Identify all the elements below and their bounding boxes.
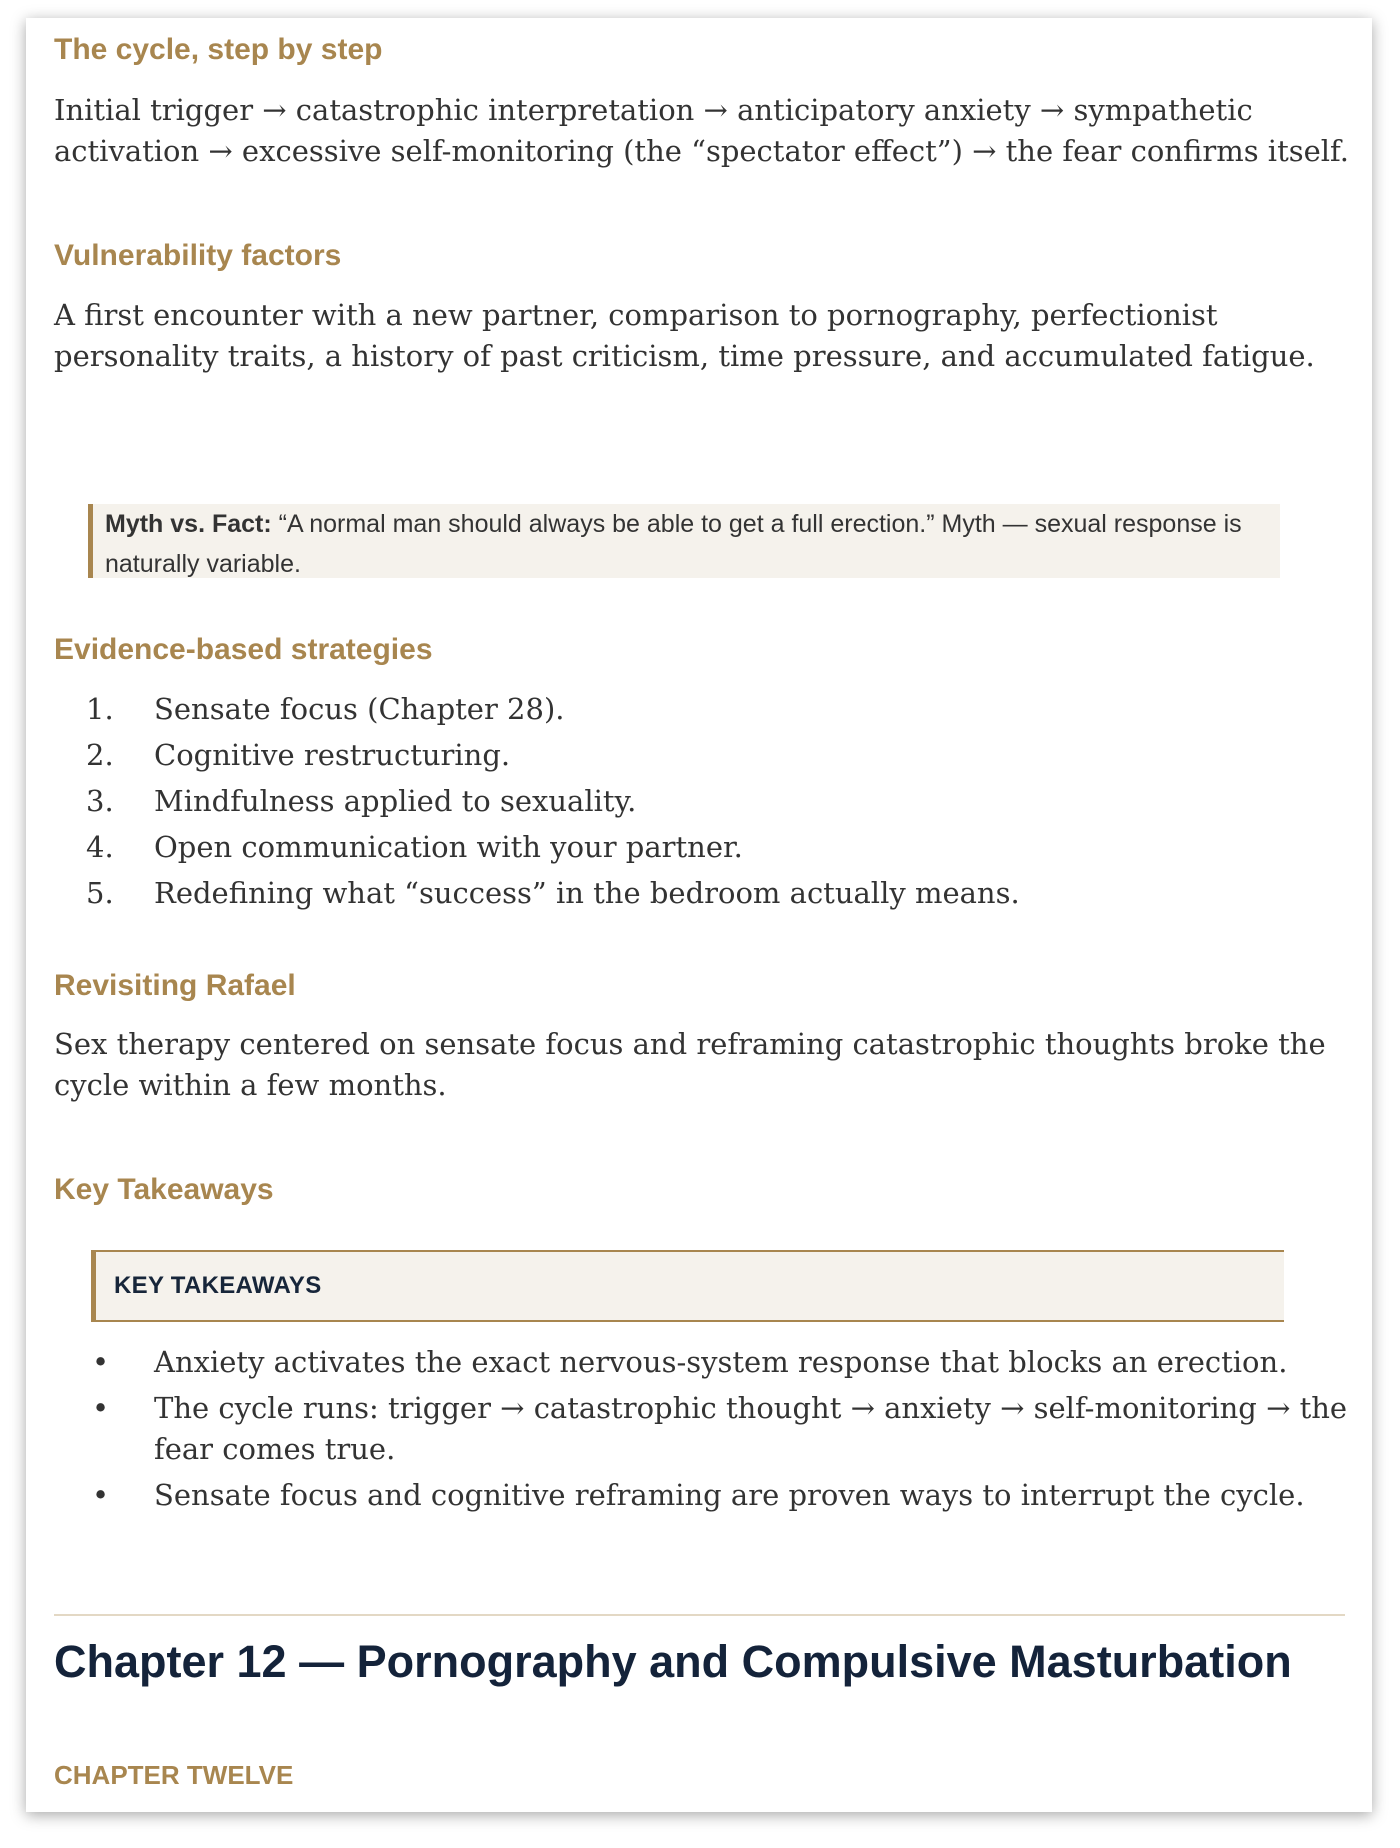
key-takeaways-box: KEY TAKEAWAYS bbox=[91, 1250, 1284, 1322]
list-item-text: Cognitive restructuring. bbox=[154, 738, 511, 772]
chapter-kicker: CHAPTER TWELVE bbox=[54, 1760, 294, 1790]
list-marker: 1. bbox=[86, 692, 114, 726]
list-item bbox=[54, 1342, 1354, 1383]
myth-fact-text: “A normal man should always be able to get a full erection.” Myth — sexual response is naturally variable. bbox=[105, 510, 1242, 578]
list-marker: 2. bbox=[86, 738, 114, 772]
list-marker: 4. bbox=[86, 830, 114, 864]
document-page bbox=[26, 18, 1372, 1812]
list-item-text: The cycle runs: trigger → catastrophic thought → anxiety → self-monitoring → the fear comes true. bbox=[154, 1391, 1348, 1466]
list-item bbox=[54, 1388, 1354, 1470]
list-item bbox=[54, 686, 1354, 732]
heading-takeaways: Key Takeaways bbox=[54, 1173, 274, 1206]
bullet-marker: • bbox=[92, 1478, 110, 1512]
list-item-text: Open communication with your partner. bbox=[154, 830, 743, 864]
list-item-text: Mindfulness applied to sexuality. bbox=[154, 784, 637, 818]
heading-cycle: The cycle, step by step bbox=[54, 33, 383, 66]
list-item-text: Anxiety activates the exact nervous-system response that blocks an erection. bbox=[154, 1345, 1288, 1379]
bullet-marker: • bbox=[92, 1345, 110, 1379]
heading-rafael: Revisiting Rafael bbox=[54, 969, 296, 1002]
list-marker: 3. bbox=[86, 784, 114, 818]
list-item-text: Redefining what “success” in the bedroom actually means. bbox=[154, 876, 1020, 910]
chapter-title: Chapter 12 — Pornography and Compulsive Masturbation bbox=[54, 1636, 1292, 1687]
list-item-text: Sensate focus (Chapter 28). bbox=[154, 692, 565, 726]
list-item bbox=[54, 1475, 1354, 1516]
heading-vulnerability: Vulnerability factors bbox=[54, 239, 342, 272]
myth-fact-label: Myth vs. Fact: bbox=[105, 510, 272, 538]
list-item bbox=[54, 870, 1354, 916]
strategies-list bbox=[54, 686, 1354, 916]
heading-strategies: Evidence-based strategies bbox=[54, 633, 433, 666]
list-item-text: Sensate focus and cognitive reframing are proven ways to interrupt the cycle. bbox=[154, 1478, 1305, 1512]
bullet-marker: • bbox=[92, 1391, 110, 1425]
list-item bbox=[54, 732, 1354, 778]
paragraph-vulnerability: A first encounter with a new partner, comparison to pornography, perfectionist personality traits, a history of past criticism, time pressure, and accumulated fatigue. bbox=[54, 298, 1315, 373]
list-item bbox=[54, 778, 1354, 824]
chapter-divider bbox=[54, 1614, 1345, 1616]
list-item bbox=[54, 824, 1354, 870]
paragraph-cycle: Initial trigger → catastrophic interpretation → anticipatory anxiety → sympathetic activation → excessive self-monitoring (the “spectator effect”) → the fear confirms itself. bbox=[54, 93, 1349, 168]
takeaways-list bbox=[54, 1342, 1354, 1521]
paragraph-rafael: Sex therapy centered on sensate focus and reframing catastrophic thoughts broke the cycle within a few months. bbox=[54, 1027, 1326, 1102]
list-marker: 5. bbox=[86, 876, 114, 910]
myth-fact-callout bbox=[88, 504, 1280, 578]
